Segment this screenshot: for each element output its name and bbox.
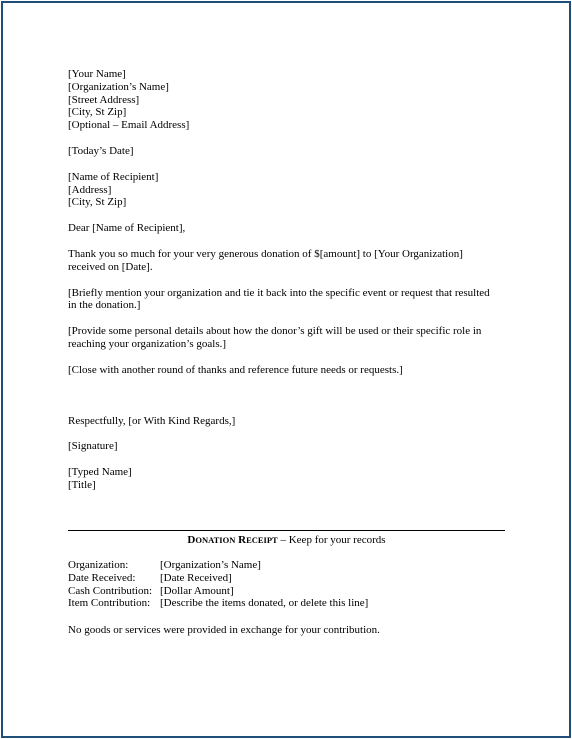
typed-name: [Typed Name]	[68, 466, 132, 479]
paragraph-organization	[68, 287, 508, 313]
receipt-label: Date Received:	[68, 571, 136, 584]
signer-title: [Title]	[68, 478, 96, 491]
recipient-address: [Address]	[68, 183, 112, 196]
recipient-name: [Name of Recipient]	[68, 170, 159, 183]
signature: [Signature]	[68, 440, 118, 453]
receipt-title-d: D	[187, 534, 196, 546]
paragraph-organization-line-1: [Briefly mention your organization and tie it back into the specific event or request that resulted	[68, 286, 490, 299]
receipt-title	[68, 534, 505, 547]
receipt-table	[68, 559, 505, 610]
recipient-city: [City, St Zip]	[68, 196, 127, 209]
sender-city: [City, St Zip]	[68, 106, 127, 119]
receipt-title-eceipt: ECEIPT	[246, 535, 278, 545]
sender-organization: [Organization’s Name]	[68, 80, 169, 93]
paragraph-thanks-line-2: received on [Date].	[68, 260, 153, 273]
receipt-title-r: R	[238, 534, 247, 546]
receipt-divider	[68, 530, 505, 531]
receipt-value: [Dollar Amount]	[160, 584, 234, 597]
paragraph-details-line-2: reaching your organization’s goals.]	[68, 337, 227, 350]
receipt-label: Item Contribution:	[68, 597, 151, 610]
receipt-label: Cash Contribution:	[68, 584, 153, 597]
salutation: Dear [Name of Recipient],	[68, 222, 186, 235]
paragraph-organization-line-2: in the donation.]	[68, 299, 141, 312]
receipt-title-onation: ONATION	[195, 535, 236, 545]
receipt-title-rest: – Keep for your records	[277, 534, 386, 546]
receipt-note: No goods or services were provided in exchange for your contribution.	[68, 624, 380, 636]
receipt-row	[68, 597, 505, 610]
sender-block	[68, 68, 508, 132]
receipt-row	[68, 572, 505, 585]
paragraph-details	[68, 325, 508, 351]
sender-street: [Street Address]	[68, 93, 140, 106]
letter-body	[68, 68, 508, 492]
sender-name: [Your Name]	[68, 68, 126, 80]
closing: Respectfully, [or With Kind Regards,]	[68, 414, 236, 427]
paragraph-thanks	[68, 248, 508, 274]
sender-email: [Optional – Email Address]	[68, 119, 190, 132]
receipt-value: [Date Received]	[160, 571, 232, 584]
receipt-label: Organization:	[68, 559, 129, 571]
letter-date: [Today’s Date]	[68, 144, 134, 157]
receipt-row	[68, 559, 505, 572]
paragraph-thanks-line-1: Thank you so much for your very generous donation of $[amount] to [Your Organization]	[68, 247, 463, 260]
receipt-value: [Describe the items donated, or delete this line]	[160, 597, 369, 610]
paragraph-close: [Close with another round of thanks and reference future needs or requests.]	[68, 363, 403, 376]
paragraph-details-line-1: [Provide some personal details about how the donor’s gift will be used or their specific role in	[68, 325, 482, 338]
recipient-block	[68, 171, 508, 209]
receipt-value: [Organization’s Name]	[160, 559, 261, 571]
receipt-row	[68, 585, 505, 598]
